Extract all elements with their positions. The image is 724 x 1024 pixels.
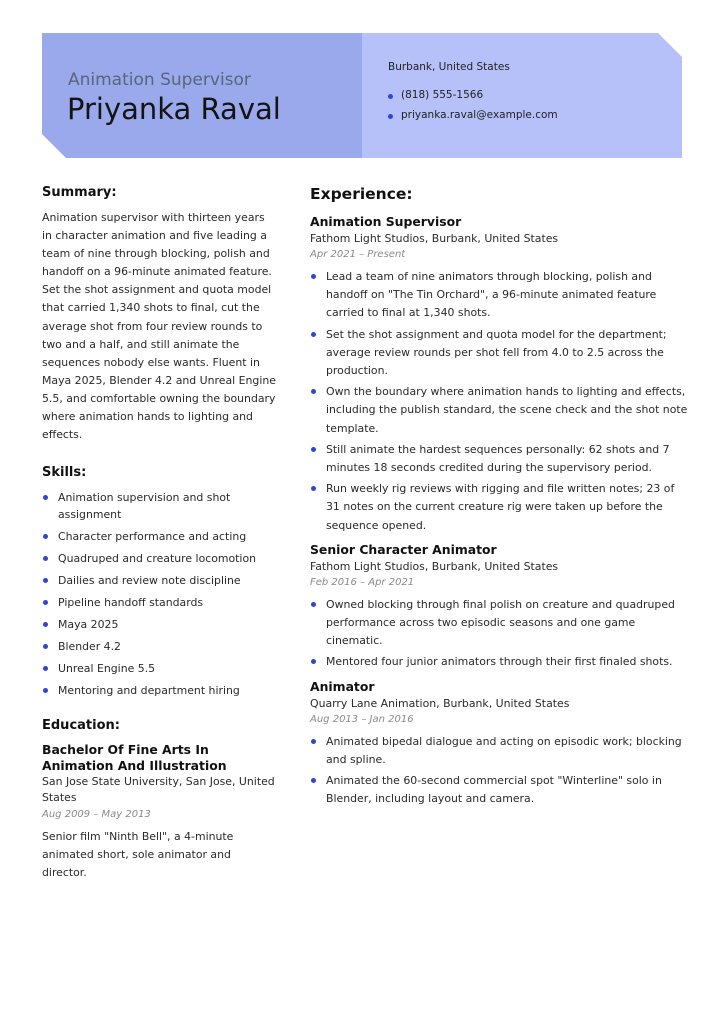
job-bullet: Animated the 60-second commercial spot "Winterline" solo in Blender, including layout and camera. [310,772,688,808]
job-bullets [310,268,688,535]
job-entry [310,214,688,535]
job-bullet: Owned blocking through final polish on creature and quadruped performance across two episodic seasons and one game cinematic. [310,596,688,651]
right-column [310,185,688,811]
contact-phone-list [388,89,483,101]
job-company: Quarry Lane Animation, Burbank, United States [310,696,570,710]
job-bullet: Own the boundary where animation hands to lighting and effects, including the publish standard, the scene check and the shot note template. [310,383,688,438]
skills-heading: Skills: [42,465,87,481]
education-note: Senior film "Ninth Bell", a 4-minute animated short, sole animator and director. [42,830,234,880]
left-column [42,185,277,883]
summary-text: Animation supervisor with thirteen years in character animation and five leading a team of nine through blocking, polish and handoff on a 96-minute animated feature. Set the shot assignment and quota model that carried 1,340 shots to final, cut the average shot from four review rounds to two and a half, and still animate the sequences nobody else wants. Fluent in Maya 2025, Blender 4.2 and Unreal Engine 5.5, and comfortable owning the boundary where animation hands to lighting and effects. [42,211,276,442]
job-entry [310,679,688,809]
skill-item: Pipeline handoff standards [42,594,277,611]
job-dates: Apr 2021 – Present [310,249,406,260]
job-bullet: Lead a team of nine animators through blocking, polish and handoff on "The Tin Orchard", a 96-minute animated feature carried to final at 1,340 shots. [310,268,688,323]
education-dates: Aug 2009 – May 2013 [42,809,151,821]
job-role: Animation Supervisor [68,70,251,90]
job-title: Animation Supervisor [310,214,462,229]
skill-item: Animation supervision and shot assignment [42,489,277,523]
skill-item: Unreal Engine 5.5 [42,660,277,677]
job-dates: Aug 2013 – Jan 2016 [310,713,414,725]
skill-item: Blender 4.2 [42,638,277,655]
job-bullet: Run weekly rig reviews with rigging and file written notes; 23 of 31 notes on the current creature rig were taken up before the sequence opened. [310,480,688,535]
skill-item: Dailies and review note discipline [42,572,277,589]
job-title: Animator [310,678,375,694]
skill-item: Character performance and acting [42,528,277,545]
education-heading: Education: [42,718,120,734]
job-company: Fathom Light Studios, Burbank, United States [310,559,559,573]
job-dates: Feb 2016 – Apr 2021 [310,576,415,588]
skill-item: Maya 2025 [42,616,277,633]
job-bullets [310,733,688,809]
job-bullet: Still animate the hardest sequences personally: 62 shots and 7 minutes 18 seconds credited during the supervisory period. [310,441,688,477]
location: Burbank, United States [388,61,510,73]
job-title: Senior Character Animator [310,541,497,557]
email: priyanka.raval@example.com [388,109,558,121]
job-bullet: Mentored four junior animators through their first finaled shots. [310,653,688,671]
candidate-name: Priyanka Raval [67,92,281,126]
degree: Bachelor Of Fine Arts In Animation And Illustration [42,742,227,774]
skill-item: Quadruped and creature locomotion [42,550,277,567]
job-entry [310,542,688,672]
job-bullet: Set the shot assignment and quota model for the department; average review rounds per shot fell from 4.0 to 2.5 across the production. [310,326,688,381]
job-bullet: Animated bipedal dialogue and acting on episodic work; blocking and spline. [310,733,688,769]
skills-list [42,489,277,699]
job-bullets [310,596,688,672]
contact-email-list [388,109,558,121]
summary-heading: Summary: [42,185,117,200]
job-company: Fathom Light Studios, Burbank, United States [310,232,559,245]
experience-heading: Experience: [310,185,413,203]
skill-item: Mentoring and department hiring [42,682,277,699]
school: San Jose State University, San Jose, United States [42,775,275,805]
phone: (818) 555-1566 [388,89,483,101]
